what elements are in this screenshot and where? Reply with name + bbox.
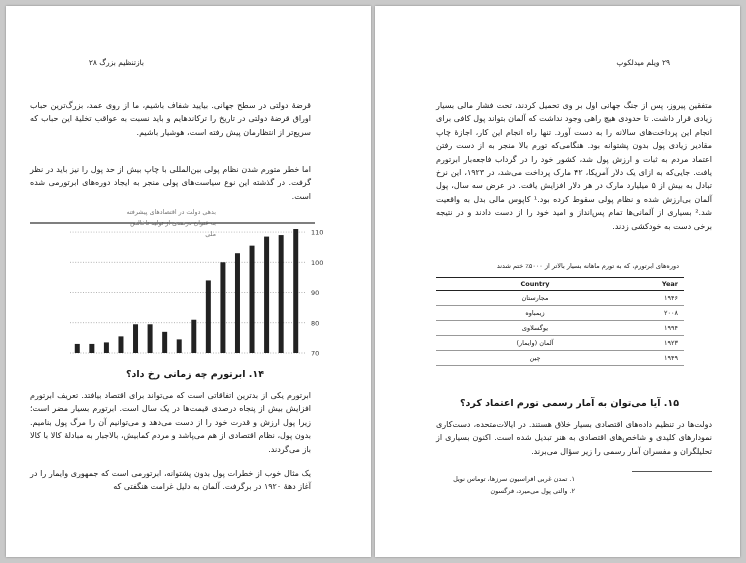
chart-bar: [104, 342, 109, 353]
chart-tick-label: 90: [311, 289, 320, 298]
chart-bar: [177, 339, 182, 353]
chart-bar: [220, 262, 225, 353]
chart-bars: [75, 229, 298, 353]
table-cell-year: ۱۹۴۶: [634, 291, 684, 306]
chart-bar: [279, 235, 284, 353]
chart-bar: [162, 332, 167, 353]
table-cell-year: ۲۰۰۸: [634, 306, 684, 321]
right-page: [375, 6, 740, 557]
left-paragraph-2: اما خطر متورم شدن نظام پولی بین‌المللی با چاپ بیش از حد پول را نیز باید در نظر گرفت. در گذشته این نوع سیاست‌های پولی منجر به ایجاد دوره‌های ابرتورمی شده است.: [30, 165, 311, 201]
table-cell-year: ۱۹۲۳: [634, 336, 684, 351]
table-row: [436, 291, 684, 306]
chart-gridlines: [30, 223, 315, 353]
chart-bar: [133, 324, 138, 353]
chart-bar: [75, 344, 80, 353]
table-cell-year: ۱۹۹۴: [634, 321, 684, 336]
footnote-2: ۲. والتی پول می‌میرد، فرگسون: [490, 487, 575, 495]
chart-bar: [264, 237, 269, 353]
chart-bar: [118, 336, 123, 353]
chart-tick-label: 80: [311, 319, 320, 328]
chart-bar: [235, 253, 240, 353]
hyperinflation-table: [436, 277, 684, 366]
left-page: [6, 6, 371, 557]
chart-tick-label: 110: [311, 228, 324, 237]
table-cell-country: مجارستان: [436, 291, 634, 306]
chart-tick-labels: [311, 229, 323, 357]
footnote-divider: [632, 471, 712, 472]
table-row: [436, 321, 684, 336]
table-header-row: [436, 278, 684, 291]
left-paragraph-1: قرضهٔ دولتی در سطح جهانی. بیایید شفاف باشیم، ما از روی عمد، بزرگ‌ترین حباب اوراق قرضهٔ دولتی در تاریخ را ترکاندهایم و باید نسبت به عواقب تخلیهٔ این حباب که سریع‌تر از انتظارمان پیش رفته است، هوشیار باشیم.: [30, 101, 311, 137]
right-section-heading: ۱۵. آیا می‌توان به آمار رسمی تورم اعتماد کرد؟: [460, 398, 679, 409]
chart-bar: [206, 280, 211, 353]
left-section-paragraph-1: ابرتورم یکی از بدترین اتفاقاتی است که می‌تواند برای اقتصاد بیافتد. تعریف ابرتورم افزایش بیش از پنجاه درصدی قیمت‌ها در یک سال است. ابرتورم بسیار مضر است؛ زیرا پول ارزش و قدرت خود را از دست می‌دهد و می‌توانیم آن را مرگ پول بنامیم. بدون پول، نظام اقتصادی از هم می‌پاشد و مردم کمابیش، بالاجبار به مبادلهٔ کالا با کالا باز می‌گردند.: [30, 391, 311, 454]
table-row: [436, 336, 684, 351]
chart-bar: [191, 320, 196, 353]
right-paragraph-1: متفقین پیروز، پس از جنگ جهانی اول بر وی تحمیل کردند، تحت فشار مالی بسیار زیادی قرار داشت. تا حدودی هیچ راهی وجود نداشت که آلمان بتواند پول کافی برای انجام این پرداخت‌های سالانه را به دست آورد. تنها راه انجام این کار، اجازهٔ چاپ مقادیر زیادی پول بدون پشتوانه بود. هنگامی‌که تورم بالا منجر به از دست رفتن اعتماد مردم به ثبات و ارزش پول شد، کشور خود را در گرداب فاجعه‌بار ابرتورم یافت. جایی‌که به ازای یک دلار آمریکا، ۴۲ مارک پرداخت می‌شد، در ۱۹۲۳، این نرخ تبادل به بیش از ۵ میلیارد مارک در هر دلار افزایش یافت. در عرض سه سال، پول آلمان بی‌ارزش شده و نظام پولی سقوط کرده بود.¹ کاپوس مالی بدل به واقعیت شد.² بسیاری از آلمانی‌ها تمام پس‌انداز و امید خود را از دست دادند و در نتیجه برخی دست به خودکشی زدند.: [436, 101, 712, 231]
table-cell-year: ۱۹۴۹: [634, 351, 684, 366]
table-cell-country: زیمباوه: [436, 306, 634, 321]
right-section-paragraph-1: دولت‌ها در تنظیم داده‌های اقتصادی بسیار خلاق هستند. در ایالات‌متحده، دست‌کاری نمودارهای کلیدی و شاخص‌های اقتصادی به هنر تبدیل شده است. اکنون بسیاری از تحلیلگران و مفسران آمار رسمی را زیر سؤال می‌برند.: [436, 420, 712, 456]
table-header-country: Country: [436, 278, 634, 291]
left-section-paragraph-2: یک مثال خوب از خطرات پول بدون پشتوانه، ابرتورمی است که جمهوری وایمار را در آغاز دههٔ ۱۹۲۰ در برگرفت. آلمان به دلیل غرامت هنگفتی که: [30, 469, 311, 492]
table-row: [436, 351, 684, 366]
chart-caption-line-1: بدهی دولت در اقتصادهای پیشرفته: [126, 209, 216, 216]
table-header-year: Year: [634, 278, 684, 291]
table-cell-country: آلمان (وایمار): [436, 336, 634, 351]
chart-tick-label: 100: [311, 258, 324, 267]
chart-bar: [250, 246, 255, 353]
chart-caption-line-2: به عنوان درصدی از تولید ناخالص ملی: [130, 220, 216, 238]
chart-bar: [293, 229, 298, 353]
chart-bar: [89, 344, 94, 353]
left-page-header: بازتنظیم بزرگ ۲۸: [88, 58, 144, 67]
chart-bar: [148, 324, 153, 353]
right-page-header: ۲۹ ویلم میدلکوپ: [616, 58, 670, 67]
table-row: [436, 306, 684, 321]
table-cell-country: چین: [436, 351, 634, 366]
footnotes: [453, 473, 575, 497]
footnote-1: ۱. تمدن غربی افراسیون سرزها، توماس نویل: [453, 475, 575, 483]
table-cell-country: یوگسلاوی: [436, 321, 634, 336]
left-section-heading: ۱۴. ابرتورم چه زمانی رخ داد؟: [126, 369, 264, 380]
chart-tick-label: 70: [311, 349, 320, 357]
table-caption: دوره‌های ابرتورم، که به تورم ماهانه بسیار بالاتر از ۵۰۰۰٪ ختم شدند: [496, 262, 679, 270]
